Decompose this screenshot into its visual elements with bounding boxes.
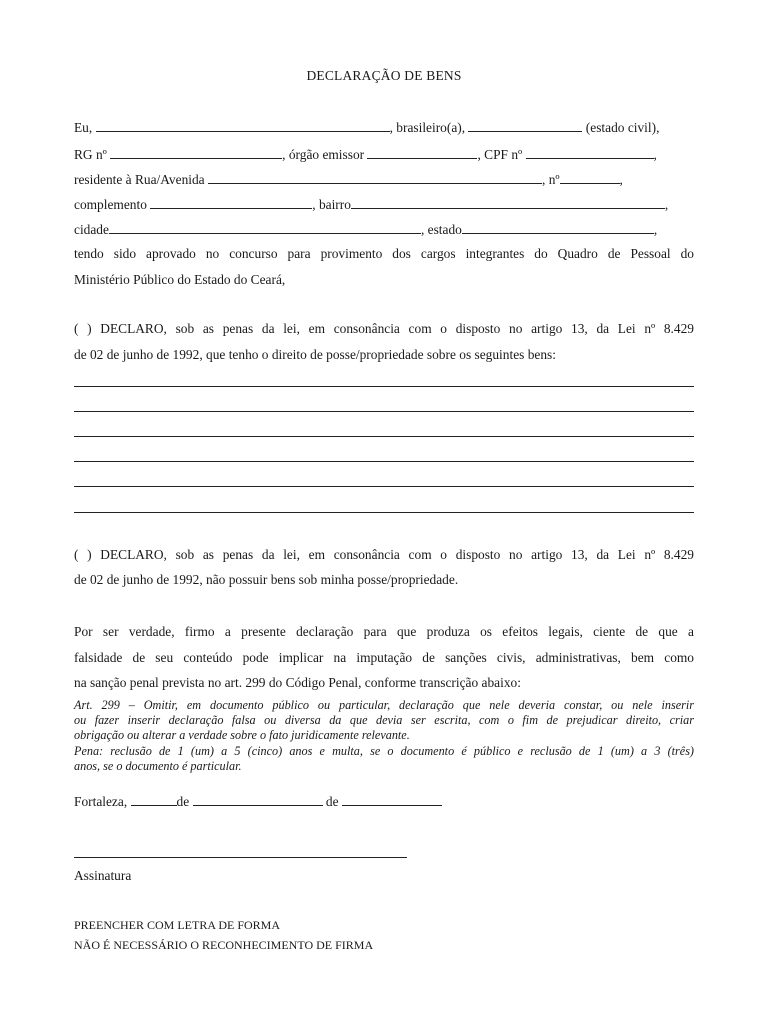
- month-field[interactable]: [193, 793, 323, 806]
- artigo-line-4: Pena: reclusão de 1 (um) a 5 (cinco) anos e multa, se o documento é público e reclusão de 1 (um) a 3 (três): [74, 744, 694, 758]
- bairro-field[interactable]: [351, 196, 665, 209]
- orgao-field[interactable]: [367, 146, 477, 159]
- header-line-address: [74, 171, 694, 188]
- aprovado-line-1: tendo sido aprovado no concurso para provimento dos cargos integrantes do Quadro de Pessoal do: [74, 246, 694, 261]
- label-comma: ,: [664, 197, 669, 212]
- bens-line-3[interactable]: [74, 436, 694, 437]
- year-field[interactable]: [342, 793, 442, 806]
- cpf-field[interactable]: [526, 146, 654, 159]
- label-numero: , nº: [542, 172, 560, 187]
- signature-line[interactable]: [74, 857, 407, 858]
- label-comma: ,: [653, 147, 657, 162]
- header-line-rg: [74, 146, 694, 163]
- nationality-field[interactable]: [468, 119, 582, 132]
- label-eu: Eu,: [74, 120, 93, 135]
- declaracao1-line-1: ( ) DECLARO, sob as penas da lei, em consonância com o disposto no artigo 13, da Lei nº 8.429: [74, 321, 694, 336]
- bens-line-5[interactable]: [74, 486, 694, 487]
- cidade-field[interactable]: [109, 221, 421, 234]
- bens-line-6[interactable]: [74, 512, 694, 513]
- label-de-2: de: [325, 794, 339, 809]
- label-residente: residente à Rua/Avenida: [74, 172, 205, 187]
- declaracao2-line-1: ( ) DECLARO, sob as penas da lei, em consonância com o disposto no artigo 13, da Lei nº 8.429: [74, 547, 694, 562]
- label-comma: ,: [653, 222, 658, 237]
- declaracao1-line-2: de 02 de junho de 1992, que tenho o direito de posse/propriedade sobre os seguintes bens:: [74, 347, 556, 362]
- estado-field[interactable]: [462, 221, 654, 234]
- street-field[interactable]: [208, 171, 542, 184]
- artigo-line-2: ou fazer inserir declaração falsa ou diversa da que devia ser escrita, com o fim de prejudicar direito, criar: [74, 713, 694, 727]
- aprovado-line-2: Ministério Público do Estado do Ceará,: [74, 272, 286, 287]
- artigo-line-5: anos, se o documento é particular.: [74, 759, 242, 773]
- name-field[interactable]: [96, 119, 390, 132]
- bens-line-4[interactable]: [74, 461, 694, 462]
- header-line-complemento: [74, 196, 694, 213]
- artigo-line-1: Art. 299 – Omitir, em documento público ou particular, declaração que nele deveria constar, ou nele inserir: [74, 698, 694, 712]
- label-de-1: de: [176, 794, 190, 809]
- header-line-name: [74, 119, 694, 136]
- day-field[interactable]: [131, 793, 177, 806]
- label-fortaleza: Fortaleza,: [74, 794, 128, 809]
- signature-label: Assinatura: [74, 868, 132, 883]
- verdade-line-3: na sanção penal prevista no art. 299 do Código Penal, conforme transcrição abaixo:: [74, 675, 521, 690]
- local-data-line: [74, 793, 694, 810]
- label-comma: ,: [619, 172, 623, 187]
- declaracao2-checkbox[interactable]: [75, 545, 93, 563]
- label-rg: RG nº: [74, 147, 107, 162]
- label-complemento: complemento: [74, 197, 147, 212]
- verdade-line-2: falsidade de seu conteúdo pode implicar na imputação de sanções civis, administrativas, bem como: [74, 650, 694, 665]
- note-reconhecimento-firma: NÃO É NECESSÁRIO O RECONHECIMENTO DE FIRMA: [74, 938, 374, 952]
- note-letra-forma: PREENCHER COM LETRA DE FORMA: [74, 918, 281, 932]
- label-cpf: , CPF nº: [477, 147, 523, 162]
- label-orgao: , órgão emissor: [282, 147, 365, 162]
- header-line-cidade: [74, 221, 694, 238]
- label-estado: , estado: [420, 222, 462, 237]
- number-field[interactable]: [560, 171, 620, 184]
- label-bairro: , bairro: [312, 197, 351, 212]
- declaracao1-checkbox[interactable]: [75, 319, 93, 337]
- label-estado-civil: (estado civil),: [585, 120, 660, 135]
- label-brasileiro: , brasileiro(a),: [389, 120, 466, 135]
- verdade-line-1: Por ser verdade, firmo a presente declaração para que produza os efeitos legais, ciente de que a: [74, 624, 694, 639]
- complemento-field[interactable]: [150, 196, 312, 209]
- declaracao2-line-2: de 02 de junho de 1992, não possuir bens sob minha posse/propriedade.: [74, 572, 459, 587]
- bens-line-2[interactable]: [74, 411, 694, 412]
- page-title: DECLARAÇÃO DE BENS: [306, 68, 462, 83]
- rg-field[interactable]: [110, 146, 282, 159]
- label-cidade: cidade: [74, 222, 109, 237]
- bens-line-1[interactable]: [74, 386, 694, 387]
- artigo-line-3: obrigação ou alterar a verdade sobre o fato juridicamente relevante.: [74, 728, 410, 742]
